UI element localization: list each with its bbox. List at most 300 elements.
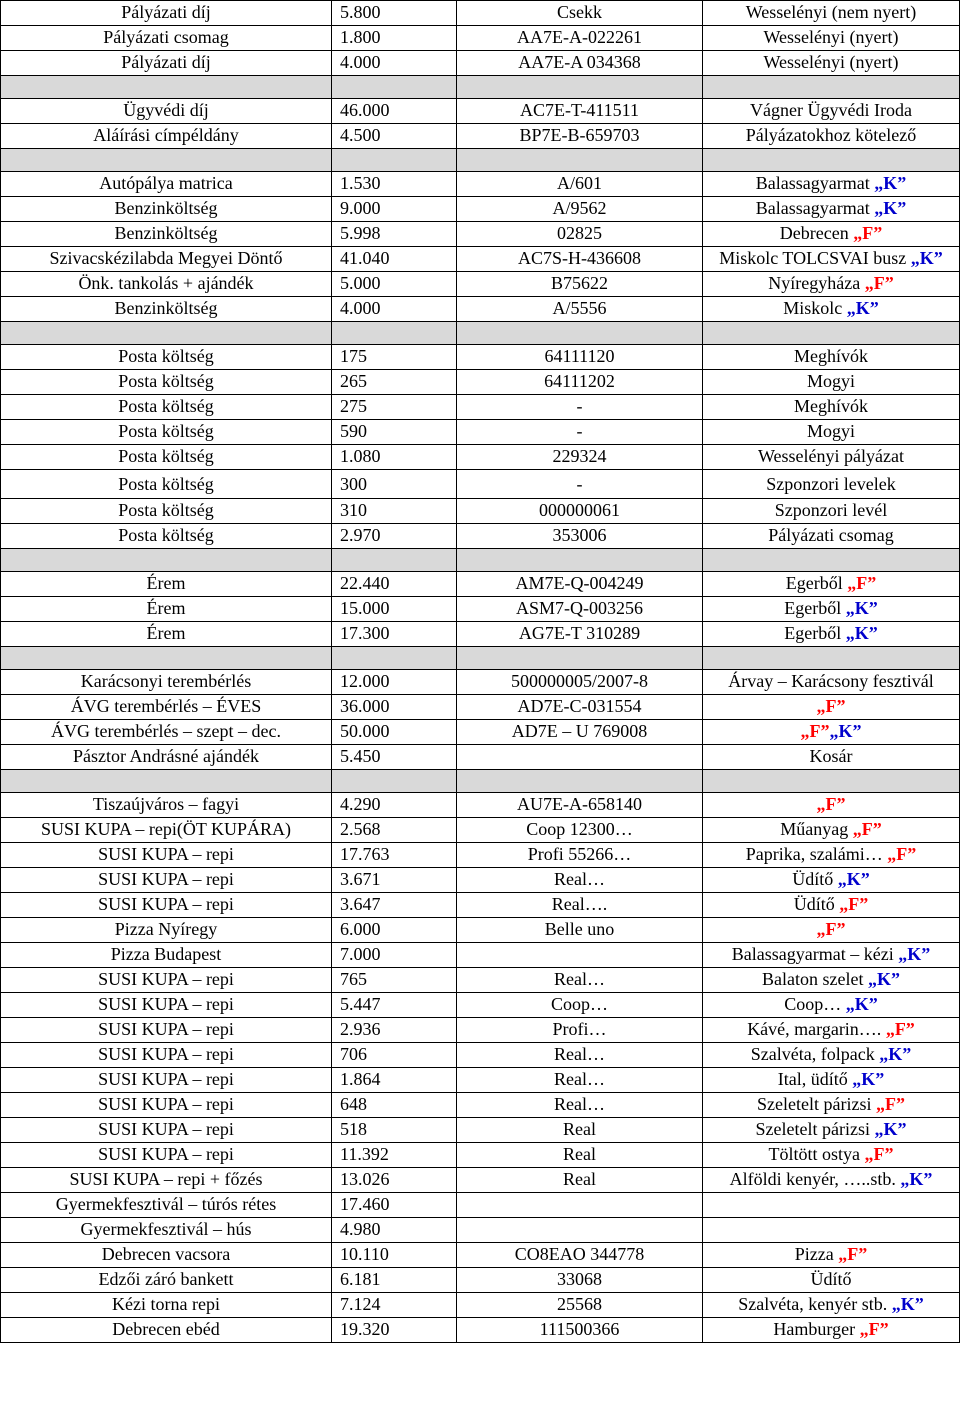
status-mark: „K” [829,721,862,741]
item-cell [1,370,332,395]
note-cell [703,297,960,322]
note-text: Pizza [794,1244,834,1264]
reference-cell [457,597,703,622]
note-text: Egerből [784,623,842,643]
note-text: Meghívók [794,346,868,366]
expense-row [1,843,960,868]
note-text: Szeletelt párizsi [757,1094,872,1114]
note-cell [703,1268,960,1293]
reference-text: BP7E-B-659703 [519,125,640,145]
expense-row [1,297,960,322]
status-mark: „K” [879,1044,912,1064]
item-text: Érem [146,623,186,643]
note-cell [703,247,960,272]
item-text: SUSI KUPA – repi(ÖT KUPÁRA) [40,819,292,839]
item-text: Posta költség [118,500,214,520]
expense-row [1,99,960,124]
note-text: Kosár [809,746,853,766]
status-mark: „F” [885,1019,915,1039]
expense-row [1,1018,960,1043]
amount-cell [332,597,457,622]
amount-cell [332,1168,457,1193]
amount-cell [332,1068,457,1093]
note-text: Egerből [785,573,843,593]
item-cell [1,1168,332,1193]
separator-cell [1,322,332,345]
note-text: Kávé, margarin…. [747,1019,882,1039]
status-mark: „F” [839,894,869,914]
item-cell [1,197,332,222]
status-mark: „K” [845,994,878,1014]
item-text: Aláírási címpéldány [93,125,239,145]
status-mark: „F” [838,1244,868,1264]
reference-cell [457,172,703,197]
reference-text: 353006 [552,525,607,545]
reference-cell [457,99,703,124]
reference-cell [457,572,703,597]
amount-text: 12.000 [340,671,390,691]
reference-cell [457,868,703,893]
note-text: Pályázati csomag [768,525,894,545]
amount-cell [332,172,457,197]
separator-cell [1,76,332,99]
amount-text: 1.864 [340,1069,381,1089]
note-text: Egerből [784,598,842,618]
reference-cell [457,1093,703,1118]
amount-text: 765 [340,969,367,989]
reference-text: AD7E-C-031554 [517,696,642,716]
item-text: Karácsonyi terembérlés [80,671,252,691]
section-separator-row [1,647,960,670]
item-cell [1,1093,332,1118]
amount-cell [332,345,457,370]
amount-text: 2.568 [340,819,381,839]
amount-text: 300 [340,474,367,494]
status-mark: „K” [837,869,870,889]
item-text: Pályázati csomag [103,27,229,47]
note-cell [703,172,960,197]
amount-text: 310 [340,500,367,520]
reference-text: ASM7-Q-003256 [515,598,643,618]
note-text: Balassagyarmat [755,198,870,218]
status-mark: „F” [847,573,877,593]
note-text: Szeletelt párizsi [755,1119,870,1139]
note-text: Vágner Ügyvédi Iroda [750,100,912,120]
reference-text: Real… [554,969,605,989]
expense-row [1,445,960,470]
item-cell [1,745,332,770]
status-mark: „K” [874,198,907,218]
status-mark: „K” [852,1069,885,1089]
note-cell [703,745,960,770]
expense-row [1,1043,960,1068]
amount-cell [332,622,457,647]
amount-text: 6.181 [340,1269,381,1289]
amount-cell [332,470,457,499]
note-text: Wesselényi (nyert) [763,52,899,72]
item-text: ÁVG terembérlés – ÉVES [70,696,262,716]
note-cell [703,1018,960,1043]
item-cell [1,297,332,322]
item-text: SUSI KUPA – repi [98,1144,234,1164]
separator-cell [703,76,960,99]
item-cell [1,572,332,597]
reference-cell [457,1318,703,1343]
item-cell [1,470,332,499]
expense-row [1,524,960,549]
amount-cell [332,1293,457,1318]
reference-text: AM7E-Q-004249 [515,573,644,593]
reference-cell [457,1293,703,1318]
note-text: Üdítő [810,1269,852,1289]
amount-text: 36.000 [340,696,390,716]
reference-cell [457,499,703,524]
note-cell [703,420,960,445]
note-cell [703,572,960,597]
note-cell [703,1193,960,1218]
reference-cell [457,818,703,843]
item-text: Autópálya matrica [99,173,233,193]
item-text: Benzinköltség [114,223,218,243]
amount-cell [332,1,457,26]
reference-cell [457,1268,703,1293]
expense-row [1,470,960,499]
note-text: Balaton szelet [762,969,864,989]
amount-text: 275 [340,396,367,416]
section-separator-row [1,770,960,793]
status-mark: „F” [816,696,846,716]
status-mark: „F” [875,1094,905,1114]
separator-cell [457,149,703,172]
item-text: Posta költség [118,371,214,391]
status-mark: „K” [845,623,878,643]
note-text: Miskolc TOLCSVAI busz [719,248,907,268]
amount-cell [332,247,457,272]
reference-text: B75622 [550,273,608,293]
expense-row [1,1218,960,1243]
note-cell [703,670,960,695]
item-cell [1,1043,332,1068]
expense-row [1,572,960,597]
amount-cell [332,1243,457,1268]
amount-text: 5.000 [340,273,381,293]
item-text: Tiszaújváros – fagyi [92,794,240,814]
item-cell [1,1268,332,1293]
expense-row [1,1268,960,1293]
note-cell [703,943,960,968]
note-cell [703,445,960,470]
note-text: Balassagyarmat – kézi [731,944,894,964]
item-cell [1,499,332,524]
expense-row [1,918,960,943]
status-mark: „K” [845,598,878,618]
note-cell [703,524,960,549]
note-text: Ital, üdítő [777,1069,848,1089]
reference-text: Real [563,1169,596,1189]
expense-row [1,893,960,918]
item-cell [1,1218,332,1243]
reference-text: 25568 [557,1294,602,1314]
expense-row [1,345,960,370]
reference-text: 02825 [557,223,602,243]
note-text: Mogyi [806,371,855,391]
reference-text: Csekk [557,2,602,22]
reference-cell [457,26,703,51]
separator-cell [703,549,960,572]
note-cell [703,1318,960,1343]
separator-cell [457,647,703,670]
item-text: SUSI KUPA – repi [98,844,234,864]
amount-cell [332,793,457,818]
amount-cell [332,1118,457,1143]
note-cell [703,197,960,222]
section-separator-row [1,149,960,172]
note-cell [703,918,960,943]
amount-text: 15.000 [340,598,390,618]
item-text: Gyermekfesztivál – hús [80,1219,252,1239]
note-cell [703,1043,960,1068]
expense-row [1,222,960,247]
reference-cell [457,893,703,918]
expense-row [1,597,960,622]
note-cell [703,370,960,395]
item-cell [1,622,332,647]
item-cell [1,99,332,124]
amount-cell [332,272,457,297]
item-cell [1,1068,332,1093]
item-text: Pályázati díj [121,2,211,22]
amount-cell [332,499,457,524]
amount-text: 5.450 [340,746,381,766]
reference-text: 111500366 [539,1319,620,1339]
reference-cell [457,470,703,499]
item-cell [1,597,332,622]
expense-row [1,943,960,968]
amount-text: 22.440 [340,573,390,593]
amount-cell [332,370,457,395]
reference-cell [457,622,703,647]
amount-text: 3.647 [340,894,381,914]
item-cell [1,345,332,370]
reference-text: Real [563,1119,596,1139]
reference-text: Coop 12300… [526,819,633,839]
reference-text: A/5556 [552,298,607,318]
reference-cell [457,197,703,222]
item-cell [1,1143,332,1168]
reference-text: Real… [554,869,605,889]
separator-cell [332,76,457,99]
item-cell [1,272,332,297]
item-text: SUSI KUPA – repi [98,1044,234,1064]
note-text: Coop… [784,994,842,1014]
note-cell [703,124,960,149]
item-text: Debrecen vacsora [101,1244,231,1264]
reference-text: AC7E-T-411511 [520,100,639,120]
reference-cell [457,524,703,549]
amount-cell [332,99,457,124]
separator-cell [332,647,457,670]
separator-cell [457,770,703,793]
reference-cell [457,297,703,322]
reference-cell [457,993,703,1018]
expense-row [1,1118,960,1143]
note-cell [703,499,960,524]
amount-text: 7.124 [340,1294,381,1314]
section-separator-row [1,76,960,99]
note-cell [703,1143,960,1168]
note-cell [703,597,960,622]
item-text: SUSI KUPA – repi [98,969,234,989]
amount-text: 5.800 [340,2,381,22]
reference-cell [457,1143,703,1168]
item-cell [1,868,332,893]
separator-cell [703,647,960,670]
reference-text: 000000061 [539,500,620,520]
note-text: Mogyi [806,421,855,441]
expense-row [1,1093,960,1118]
reference-cell [457,445,703,470]
amount-text: 41.040 [340,248,390,268]
item-text: Szivacskézilabda Megyei Döntő [49,248,283,268]
reference-cell [457,943,703,968]
item-cell [1,968,332,993]
separator-cell [1,149,332,172]
reference-text: A/601 [557,173,602,193]
expense-row [1,1168,960,1193]
reference-text: A/9562 [552,198,607,218]
separator-cell [332,322,457,345]
amount-text: 5.447 [340,994,381,1014]
expense-row [1,993,960,1018]
separator-cell [332,770,457,793]
expense-table-body [1,1,960,1343]
amount-cell [332,1218,457,1243]
note-cell [703,1293,960,1318]
item-text: Önk. tankolás + ajándék [78,273,254,293]
note-text: Miskolc [783,298,843,318]
note-text: Nyíregyháza [768,273,861,293]
item-text: Benzinköltség [114,298,218,318]
amount-cell [332,893,457,918]
status-mark: „K” [874,1119,907,1139]
reference-text: 500000005/2007-8 [511,671,648,691]
reference-text: Profi… [552,1019,607,1039]
expense-row [1,172,960,197]
separator-cell [332,149,457,172]
item-cell [1,420,332,445]
item-text: Posta költség [118,446,214,466]
item-cell [1,395,332,420]
item-text: SUSI KUPA – repi [98,1094,234,1114]
amount-text: 175 [340,346,367,366]
note-cell [703,1243,960,1268]
separator-cell [457,322,703,345]
note-text: Szponzori levelek [766,474,896,494]
reference-cell [457,1168,703,1193]
amount-cell [332,297,457,322]
item-text: Posta költség [118,396,214,416]
note-text: Üdítő [793,894,835,914]
amount-cell [332,445,457,470]
note-cell [703,1218,960,1243]
note-text: Hamburger [773,1319,856,1339]
reference-text: Profi 55266… [527,844,632,864]
item-cell [1,1,332,26]
amount-text: 13.026 [340,1169,390,1189]
note-cell [703,222,960,247]
expense-row [1,1318,960,1343]
note-text: Üdítő [792,869,834,889]
reference-text: AG7E-T 310289 [518,623,641,643]
amount-text: 50.000 [340,721,390,741]
note-text: Wesselényi (nyert) [763,27,899,47]
amount-cell [332,1143,457,1168]
amount-cell [332,695,457,720]
note-cell [703,893,960,918]
amount-cell [332,1318,457,1343]
reference-cell [457,1068,703,1093]
reference-text: Real…. [551,894,608,914]
note-text: Wesselényi pályázat [758,446,904,466]
note-cell [703,622,960,647]
reference-text: AU7E-A-658140 [517,794,642,814]
expense-row [1,745,960,770]
item-text: Posta költség [118,346,214,366]
reference-text: AA7E-A 034368 [518,52,641,72]
status-mark: „K” [867,969,900,989]
status-mark: „K” [910,248,943,268]
status-mark: „K” [874,173,907,193]
note-cell [703,345,960,370]
note-text: Szalvéta, folpack [750,1044,875,1064]
expense-row [1,1,960,26]
amount-text: 10.110 [340,1244,389,1264]
amount-text: 4.290 [340,794,381,814]
amount-cell [332,993,457,1018]
expense-row [1,499,960,524]
expense-row [1,670,960,695]
note-text: Meghívók [794,396,868,416]
note-text: Szalvéta, kenyér stb. [738,1294,888,1314]
note-cell [703,1168,960,1193]
expense-row [1,622,960,647]
separator-cell [703,149,960,172]
note-cell [703,51,960,76]
amount-cell [332,943,457,968]
separator-cell [703,770,960,793]
status-mark: „F” [800,721,830,741]
amount-cell [332,720,457,745]
amount-cell [332,1043,457,1068]
amount-cell [332,222,457,247]
amount-text: 17.300 [340,623,390,643]
amount-cell [332,843,457,868]
separator-cell [1,770,332,793]
item-text: Érem [146,573,186,593]
note-cell [703,843,960,868]
note-text: Töltött ostya [768,1144,860,1164]
amount-cell [332,524,457,549]
reference-text: 64111202 [544,371,615,391]
reference-text: Coop… [550,994,608,1014]
item-cell [1,943,332,968]
expense-row [1,720,960,745]
amount-text: 11.392 [340,1144,389,1164]
reference-cell [457,395,703,420]
amount-cell [332,1018,457,1043]
reference-text: Belle uno [544,919,615,939]
expense-row [1,793,960,818]
